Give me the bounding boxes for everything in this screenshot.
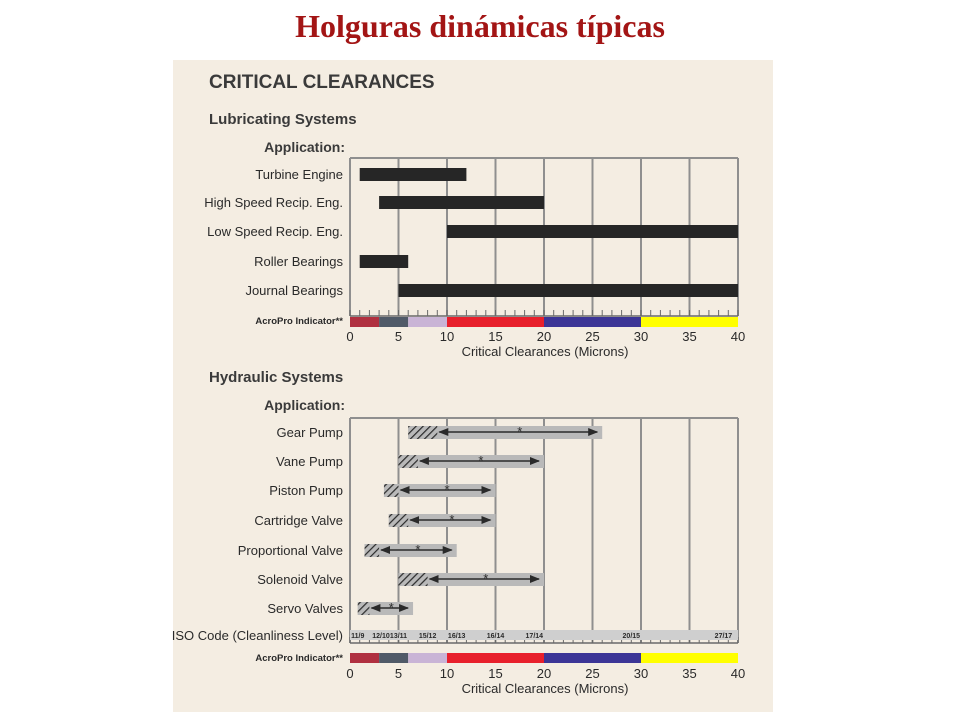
x-tick-label-1: 25 [585,666,600,681]
hyd-row-label: Proportional Valve [237,543,343,558]
lubricating-subtitle: Lubricating Systems [209,111,357,128]
hyd-hatch-segment [365,544,380,557]
indicator-segment-1 [447,653,496,663]
hyd-hatch-segment [389,514,408,527]
hyd-hatch-segment [358,602,370,615]
indicator-segment-0 [379,317,408,327]
lub-range-bar [379,196,544,209]
indicator-segment-0 [690,317,739,327]
hyd-row-label: Cartridge Valve [254,513,343,528]
indicator-segment-1 [379,653,408,663]
hyd-marker-star: * [388,600,394,615]
x-tick-label-0: 30 [633,329,649,344]
x-tick-label-0: 40 [730,329,746,344]
lub-range-bar [360,168,467,181]
hyd-marker-star: * [483,571,489,586]
indicator-segment-0 [496,317,545,327]
x-tick-label-1: 20 [536,666,552,681]
hyd-x-axis-label: Critical Clearances (Microns) [461,681,629,696]
hyd-row-label: Gear Pump [276,425,343,440]
iso-code: 17/14 [525,633,544,640]
hyd-hatch-segment [408,426,437,439]
iso-code-label: ISO Code (Cleanliness Level) [171,628,343,643]
iso-code-strip [350,630,738,640]
x-tick-label-0: 35 [682,329,697,344]
x-tick-label-0: 10 [439,329,455,344]
lub-range-bar [360,255,409,268]
hyd-hatch-segment [399,573,428,586]
iso-code: 16/14 [486,633,505,640]
indicator-segment-1 [593,653,642,663]
hyd-row-label: Vane Pump [276,454,343,469]
lub-row-label: Low Speed Recip. Eng. [207,224,343,239]
hyd-indicator-label: AcroPro Indicator** [255,653,343,664]
indicator-segment-1 [544,653,593,663]
lub-x-axis-label: Critical Clearances (Microns) [461,344,629,359]
indicator-segment-1 [690,653,739,663]
x-tick-label-0: 20 [536,329,552,344]
hyd-hatch-segment [384,484,399,497]
hyd-marker-star: * [444,482,450,497]
x-tick-label-0: 15 [488,329,503,344]
indicator-segment-0 [408,317,447,327]
slide-title: Holguras dinámicas típicas [295,8,665,44]
chart-title: CRITICAL CLEARANCES [209,72,435,93]
lub-row-label: Roller Bearings [254,254,343,269]
indicator-segment-1 [408,653,447,663]
hyd-marker-star: * [517,424,523,439]
lub-application-header: Application: [264,139,345,155]
hyd-row-label: Servo Valves [267,601,343,616]
indicator-segment-0 [350,317,379,327]
indicator-segment-0 [593,317,642,327]
iso-code: 20/15 [622,633,641,640]
lub-row-label: High Speed Recip. Eng. [204,195,343,210]
iso-code: 15/12 [418,633,437,640]
x-tick-label-1: 35 [682,666,697,681]
indicator-segment-0 [544,317,593,327]
x-tick-label-1: 30 [633,666,649,681]
iso-code: 13/11 [389,633,408,640]
indicator-segment-1 [641,653,690,663]
x-tick-label-1: 5 [394,666,403,681]
lub-indicator-label: AcroPro Indicator** [255,316,343,327]
iso-code: 11/9 [351,633,365,640]
indicator-segment-1 [496,653,545,663]
indicator-segment-0 [447,317,496,327]
hyd-application-header: Application: [264,397,345,413]
hyd-hatch-segment [399,455,418,468]
hyd-marker-star: * [478,453,484,468]
x-tick-label-1: 40 [730,666,746,681]
iso-code: 16/13 [447,633,466,640]
hyd-row-label: Piston Pump [269,483,343,498]
hyd-row-label: Solenoid Valve [257,572,343,587]
lub-row-label: Journal Bearings [245,283,343,298]
x-tick-label-0: 5 [394,329,403,344]
iso-code: 27/17 [714,633,733,640]
x-tick-label-0: 0 [346,329,354,344]
hyd-marker-star: * [449,512,455,527]
lub-row-label: Turbine Engine [255,167,343,182]
hyd-marker-star: * [415,542,421,557]
hydraulic-subtitle: Hydraulic Systems [209,369,344,386]
lub-range-bar [447,225,738,238]
lub-range-bar [399,284,739,297]
indicator-segment-1 [350,653,379,663]
x-tick-label-1: 15 [488,666,503,681]
chart-marks [204,158,745,681]
x-tick-label-1: 0 [346,666,354,681]
indicator-segment-0 [641,317,690,327]
x-tick-label-1: 10 [439,666,455,681]
iso-code: 12/10 [372,633,390,640]
x-tick-label-0: 25 [585,329,600,344]
